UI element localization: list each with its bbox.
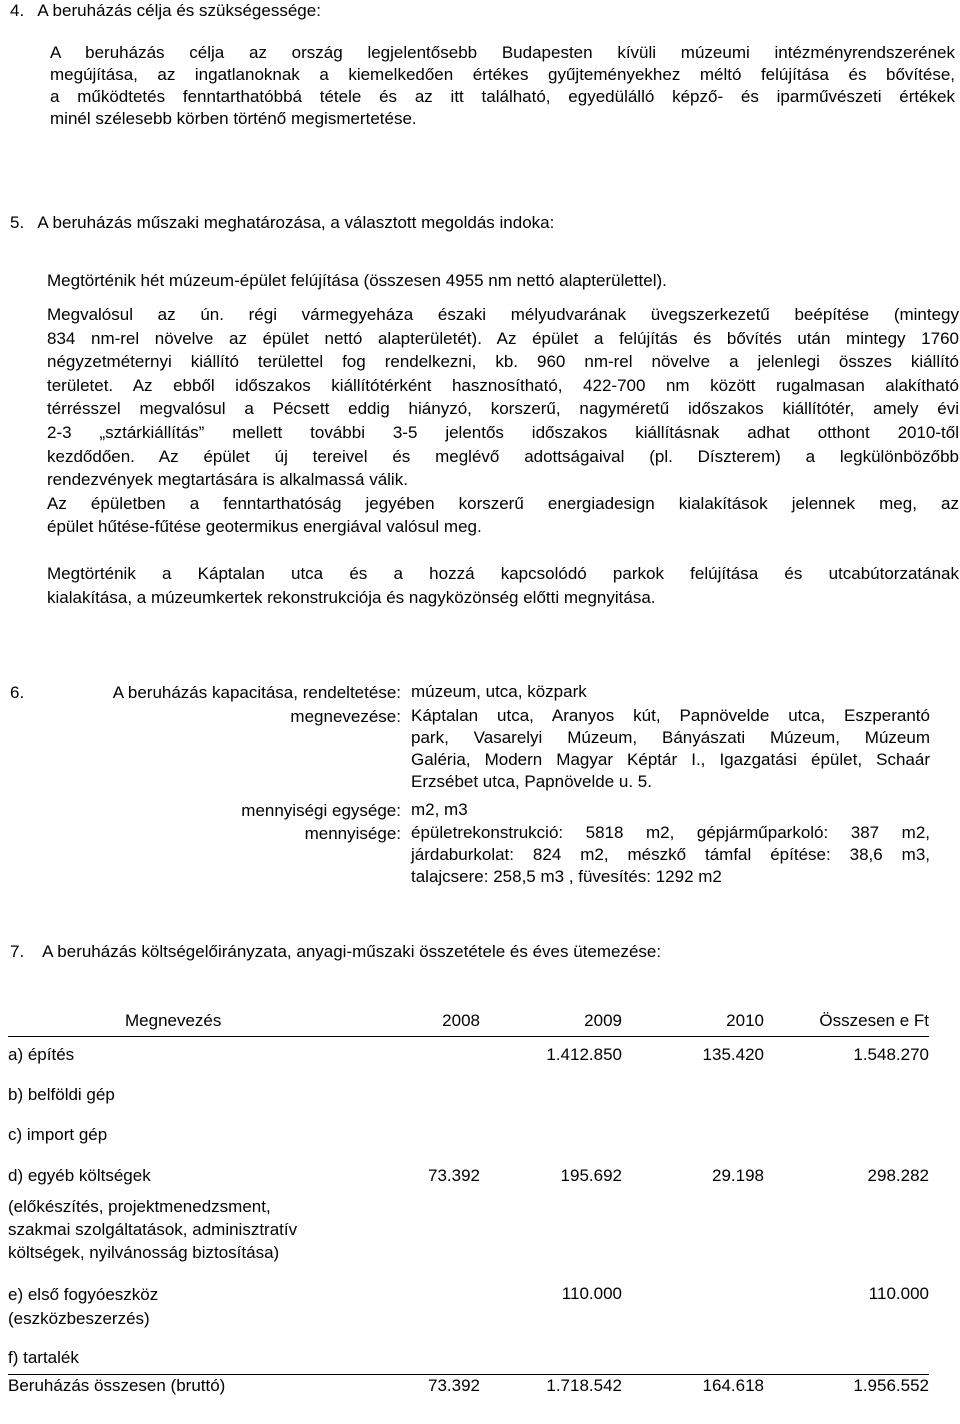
cell-2010 (622, 1117, 764, 1157)
cell-total: 110.000 (868, 1283, 929, 1303)
paragraph-line: térrésszel megvalósul a Pécsett eddig hiányzó, korszerű, nagyméretű időszakos kiállítótér, amely évi (47, 399, 959, 419)
section-4-title: A beruházás célja és szükségessége: (37, 1, 321, 20)
row-name (8, 1189, 400, 1279)
cell-2008 (400, 1279, 480, 1343)
cell-2008 (400, 1037, 480, 1077)
paragraph-line: minél szélesebb körben történő megismertetése. (50, 109, 417, 128)
cell-2009 (480, 1343, 622, 1375)
table-row (8, 1343, 929, 1375)
cell-2010: 29.198 (712, 1165, 764, 1185)
paragraph-line: kialakítása, a múzeumkertek rekonstrukciója és nagyközönség előtti megnyitása. (47, 587, 656, 607)
cost-table (8, 1010, 929, 1405)
header-total: Összesen e Ft (764, 1010, 929, 1037)
unit-label: mennyiségi egysége: (241, 801, 401, 820)
cell-total (764, 1343, 929, 1375)
value-line: Káptalan utca, Aranyos kút, Papnövelde utca, Eszperantó (411, 706, 930, 725)
paragraph-line: megújítása, az ingatlanoknak a kiemelkedően értékes gyűjteményekhez méltó felújítása és bővítése, (50, 65, 955, 84)
total-name: Beruházás összesen (bruttó) (8, 1375, 400, 1406)
row-name: f) tartalék (8, 1347, 79, 1367)
cell-2009: 110.000 (561, 1283, 622, 1303)
value-line: Galéria, Modern Magyar Képtár I., Igazgatási épület, Schaár (411, 750, 930, 769)
row-name-line: költségek, nyilvánosság biztosítása) (8, 1242, 280, 1262)
row-name-line: e) első fogyóeszköz (8, 1284, 159, 1304)
section-4-number: 4. (10, 1, 25, 20)
cell-total (764, 1077, 929, 1117)
section-7-heading (10, 941, 661, 963)
section-4-heading (10, 0, 321, 22)
value-line: Erzsébet utca, Papnövelde u. 5. (411, 772, 652, 791)
section-5-number: 5. (10, 213, 25, 232)
cell-2009: 195.692 (560, 1165, 622, 1185)
capacity-value (411, 681, 930, 703)
table-header-row (8, 1010, 929, 1037)
value-line: épületrekonstrukció: 5818 m2, gépjárműparkoló: 387 m2, (411, 823, 930, 842)
table-row (8, 1077, 929, 1117)
cell-2010 (622, 1279, 764, 1343)
value-line: m2, m3 (411, 800, 468, 819)
cell-2009 (480, 1077, 622, 1117)
name-value (411, 705, 930, 793)
paragraph-line: Megvalósul az ún. régi vármegyeháza északi mélyudvarának üvegszerkezetű beépítése (mintegy (47, 305, 959, 324)
section-5-heading (10, 212, 554, 234)
paragraph-line: A beruházás célja az ország legjelentősebb Budapesten kívüli múzeumi intézményrendszerének (50, 43, 955, 62)
section-4-paragraph (50, 42, 955, 130)
total-2010: 164.618 (622, 1375, 764, 1406)
cell-2010: 135.420 (702, 1045, 764, 1064)
total-2008: 73.392 (400, 1375, 480, 1406)
cell-2010 (622, 1077, 764, 1117)
paragraph-line: négyzetméternyi kiállító területtel fog rendelkezni, kb. 960 nm-rel növelve a jelenlegi összes kiállító (47, 352, 959, 372)
paragraph-line: Megtörténik a Káptalan utca és a hozzá kapcsolódó parkok felújítása és utcabútorzatának (47, 564, 959, 583)
cell-2008 (400, 1343, 480, 1375)
table-row (8, 1189, 929, 1279)
row-name: a) építés (8, 1045, 75, 1064)
capacity-label: A beruházás kapacitása, rendeltetése: (112, 683, 401, 702)
paragraph-line: épület hűtése-fűtése geotermikus energiával valósul meg. (47, 517, 482, 537)
row-name (8, 1279, 400, 1343)
paragraph-line: 834 nm-rel növelve az épület nettó alapterületét). Az épület a felújítás és bővítés után mintegy 1760 (47, 328, 959, 348)
cell-2010 (622, 1343, 764, 1375)
section-5-paragraph-1: Megtörténik hét múzeum-épület felújítása (összesen 4955 nm nettó alapterülettel). (47, 271, 667, 290)
header-2010: 2010 (622, 1010, 764, 1037)
row-name: b) belföldi gép (8, 1084, 115, 1104)
header-2009: 2009 (480, 1010, 622, 1037)
cell-total: 1.548.270 (853, 1045, 929, 1064)
cell-2008: 73.392 (428, 1165, 480, 1185)
unit-value (411, 799, 930, 821)
section-5-paragraph-3 (47, 562, 959, 609)
row-name: d) egyéb költségek (8, 1165, 151, 1185)
table-row (8, 1157, 929, 1189)
row-name-line: szakmai szolgáltatások, adminisztratív (8, 1219, 298, 1239)
cell-total: 298.282 (867, 1165, 929, 1185)
quantity-label: mennyisége: (304, 824, 401, 843)
value-line: járdaburkolat: 824 m2, mészkő támfal építése: 38,6 m3, (411, 845, 930, 864)
value-line: múzeum, utca, közpark (411, 682, 587, 701)
total-sum: 1.956.552 (764, 1375, 929, 1406)
paragraph-line: a működtetés fenntarthatóbbá tétele és az itt található, egyedülálló képző- és iparművészeti értékek (50, 87, 955, 106)
table-row (8, 1117, 929, 1157)
table-row (8, 1037, 929, 1077)
paragraph-line: Az épületben a fenntarthatóság jegyében korszerű energiadesign kialakítások jelennek meg, az (47, 493, 959, 513)
paragraph-line: 2-3 „sztárkiállítás” mellett további 3-5 jelentős időszakos kiállításnak adhat otthont 2010-től (47, 422, 959, 442)
header-2008: 2008 (400, 1010, 480, 1037)
section-5-title: A beruházás műszaki meghatározása, a választott megoldás indoka: (37, 213, 555, 232)
header-name: Megnevezés (8, 1010, 400, 1037)
cell-2008 (400, 1077, 480, 1117)
paragraph-line: rendezvények megtartására is alkalmassá válik. (47, 470, 408, 490)
table-total-row (8, 1375, 929, 1406)
section-6-number: 6. (10, 683, 25, 702)
section-7-number: 7. (10, 942, 25, 961)
row-name-line: (előkészítés, projektmenedzsment, (8, 1196, 271, 1216)
cell-total (764, 1117, 929, 1157)
section-7-title: A beruházás költségelőirányzata, anyagi-műszaki összetétele és éves ütemezése: (42, 942, 662, 961)
cell-2008 (400, 1117, 480, 1157)
row-name-line: (eszközbeszerzés) (8, 1308, 150, 1328)
name-label: megnevezése: (290, 707, 401, 726)
row-name: c) import gép (8, 1124, 108, 1144)
section-5-paragraph-2 (47, 303, 959, 539)
paragraph-line: területet. Az ebből időszakos kiállítótérként hasznosítható, 422-700 nm között rugalmasan alakítható (47, 375, 959, 395)
table-row (8, 1279, 929, 1343)
value-line: talajcsere: 258,5 m3 , füvesítés: 1292 m2 (411, 867, 722, 886)
paragraph-line: kezdődően. Az épület új tereivel és meglévő adottságaival (pl. Díszterem) a legkülönbözőbb (47, 446, 959, 466)
value-line: park, Vasarelyi Múzeum, Bányászati Múzeum, Múzeum (411, 728, 930, 747)
cell-2009 (480, 1117, 622, 1157)
cell-2009: 1.412.850 (546, 1045, 622, 1064)
total-2009: 1.718.542 (480, 1375, 622, 1406)
quantity-value (411, 822, 930, 888)
